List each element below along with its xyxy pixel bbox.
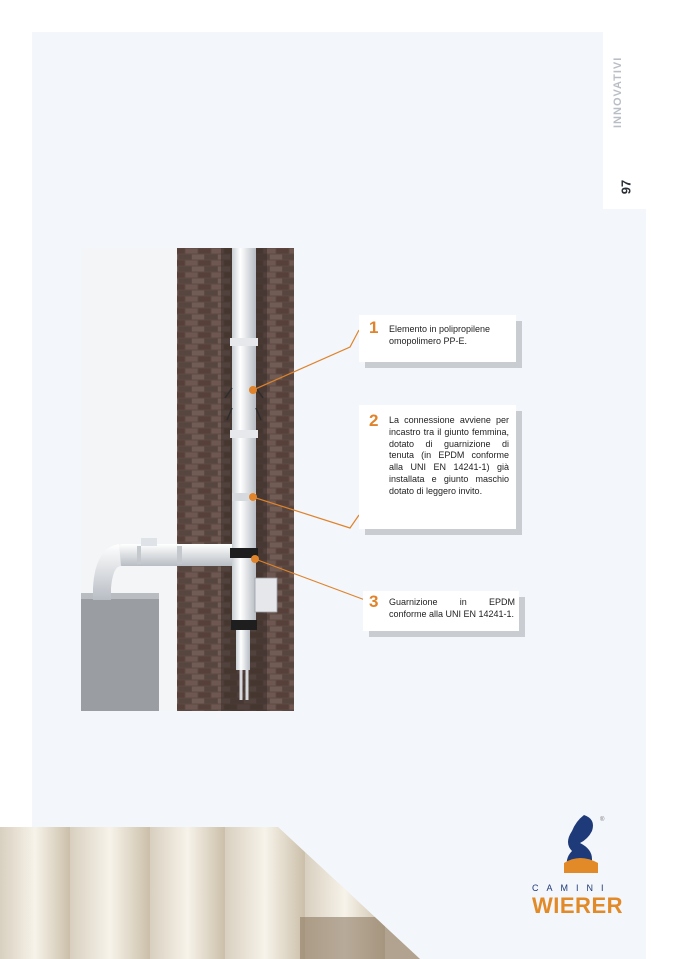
callout-text: La connessione avviene per incastro tra il giunto femmina, dotato di guarnizione di tenuta (in EPDM conforme alla UNI EN 14241-1) già installata e giunto maschio dotato di leggero invito. xyxy=(389,415,509,496)
condensate-drain xyxy=(236,630,250,670)
brand-line-2: WIERER xyxy=(532,893,623,918)
inspection-box xyxy=(255,578,277,612)
page-number: 97 xyxy=(618,179,634,195)
gasket xyxy=(230,548,258,558)
callout-3 xyxy=(363,591,519,631)
brand-line-1: CAMINI xyxy=(532,883,612,893)
callout-text: Guarnizione in EPDM conforme alla UNI EN 14241-1. xyxy=(389,597,515,619)
boiler xyxy=(81,593,159,711)
callout-text: Elemento in polipropilene omopolimero PP-E. xyxy=(389,324,491,346)
registered-mark: ® xyxy=(600,817,605,823)
pipe-elbow xyxy=(93,544,121,600)
callout-number: 2 xyxy=(369,411,379,430)
chimney-drawing xyxy=(81,248,294,711)
pipes-photo xyxy=(0,827,420,959)
brand-logo xyxy=(530,813,635,918)
logo-mark-icon xyxy=(558,813,604,877)
section-label: INNOVATIVI xyxy=(612,56,624,128)
chimney-illustration xyxy=(81,248,294,711)
callout-number: 3 xyxy=(369,592,379,611)
callout-1 xyxy=(359,315,516,362)
callout-number: 1 xyxy=(369,318,379,337)
vertical-pipe xyxy=(232,248,256,548)
callout-2 xyxy=(359,405,516,529)
